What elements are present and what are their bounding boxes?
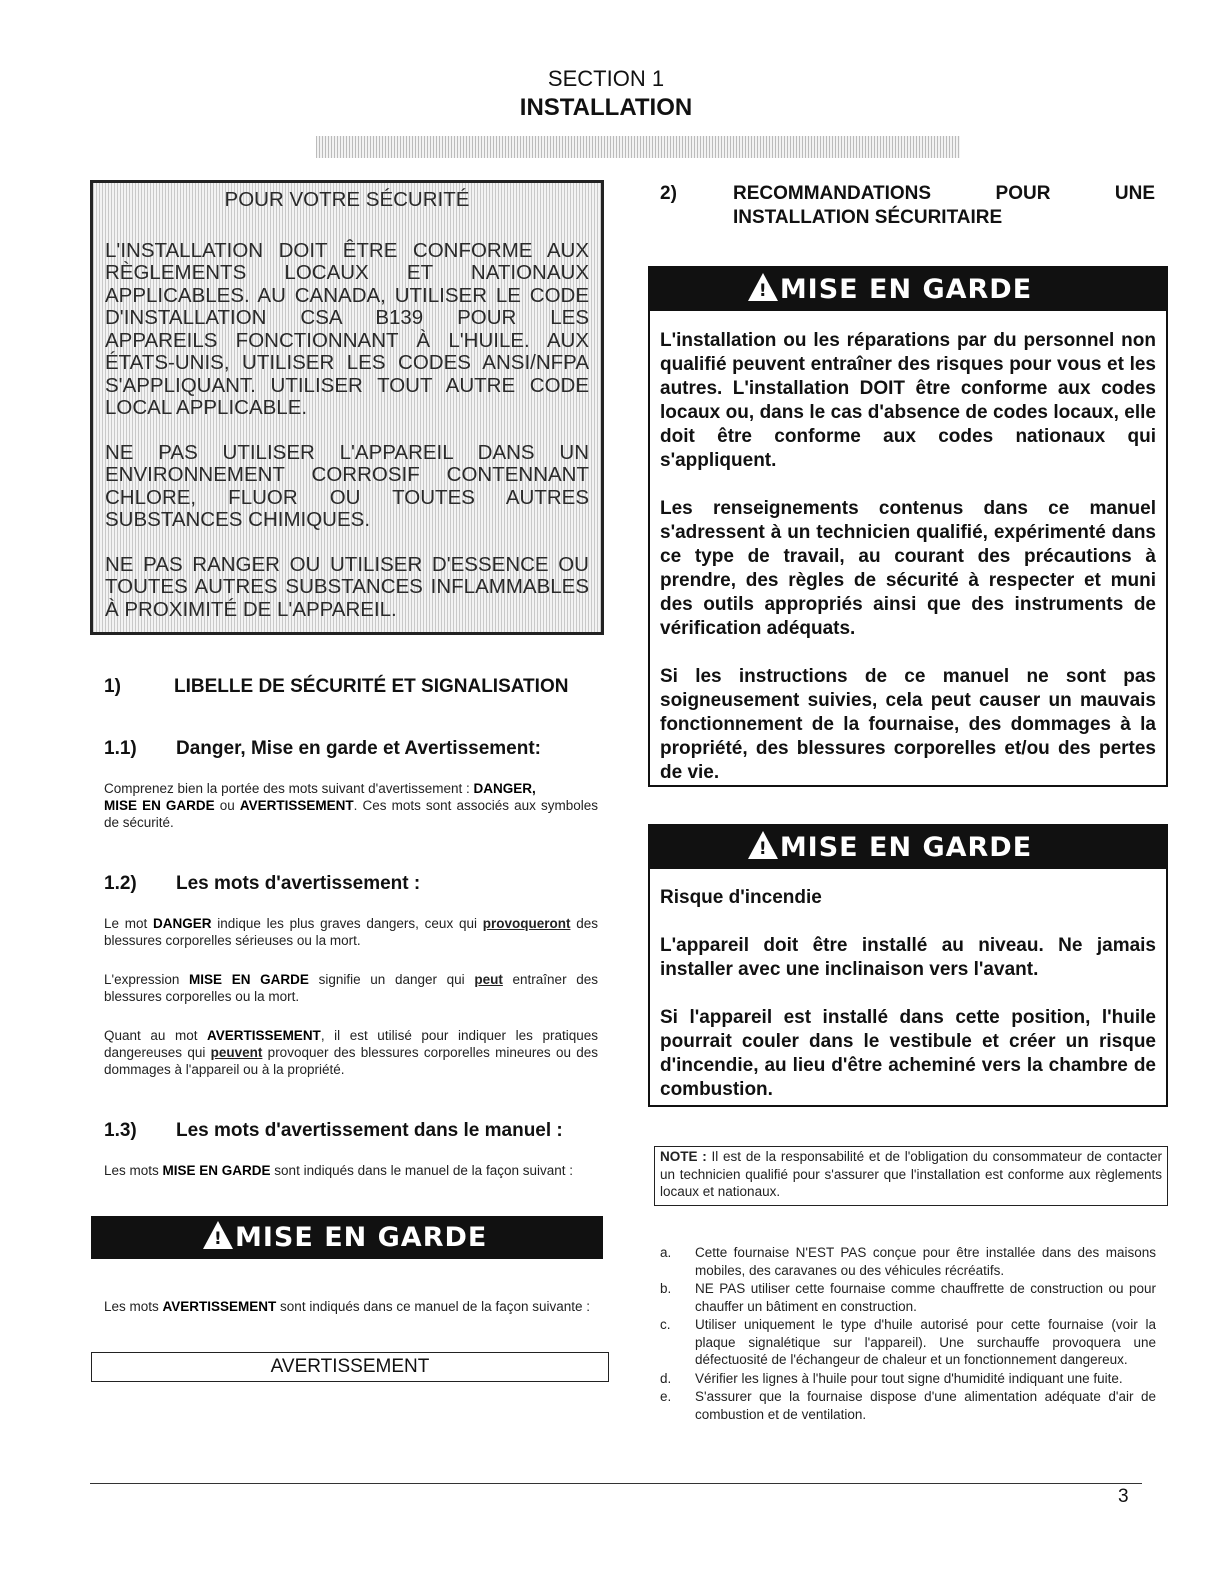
keyword: MISE EN GARDE — [162, 1163, 271, 1178]
list-letter: c. — [660, 1317, 671, 1332]
section-1-3-paragraph-1 — [104, 1162, 598, 1179]
section-number: SECTION 1 — [547, 66, 665, 91]
mise-en-garde-banner — [650, 268, 1166, 311]
warning-triangle-icon: ! — [748, 273, 778, 301]
safety-paragraph-flammable: NE PAS RANGER OU UTILISER D'ESSENCE OU TOUTES AUTRES SUBSTANCES INFLAMMABLES À PROXIMITÉ DE L'APPAREIL. — [105, 552, 589, 621]
section-1-1-title: Danger, Mise en garde et Avertissement: — [176, 738, 541, 759]
section-2-heading — [660, 182, 1155, 230]
safety-notice-box — [90, 180, 604, 635]
text: Le mot — [104, 916, 154, 931]
section-1-3-title: Les mots d'avertissement dans le manuel : — [176, 1120, 563, 1141]
warning-paragraph-1: L'installation ou les réparations par du personnel non qualifié peuvent entraîner des risques pour vous et les autres. L'installation DOIT être conforme aux codes locaux ou, dans le cas d'absence de codes locaux, elle doit être conforme aux codes nationaux qui s'appliquent. — [660, 330, 1156, 471]
section-divider-bar — [316, 136, 960, 158]
keyword-mise-en-garde: MISE EN GARDE — [104, 798, 215, 813]
warning-triangle-icon: ! — [748, 831, 778, 859]
keyword: AVERTISSEMENT — [162, 1299, 277, 1314]
section-1-3-number: 1.3) — [104, 1120, 137, 1141]
banner-label: MISE EN GARDE — [779, 274, 1033, 305]
list-letter: e. — [660, 1389, 672, 1404]
safety-box-title: POUR VOTRE SÉCURITÉ — [224, 188, 470, 211]
section-title: INSTALLATION — [519, 94, 693, 121]
section-1-2-heading — [104, 873, 604, 895]
list-letter: d. — [660, 1370, 672, 1386]
emphasis: peuvent — [210, 1045, 263, 1060]
footer-rule — [90, 1483, 1142, 1484]
warning-subtitle: Risque d'incendie — [660, 887, 822, 908]
list-text: Vérifier les lignes à l'huile pour tout signe d'humidité indiquant une fuite. — [695, 1370, 1123, 1386]
text: Les mots — [104, 1163, 163, 1178]
emphasis: peut — [474, 972, 503, 987]
list-text: Utiliser uniquement le type d'huile autorisé pour cette fournaise (voir la plaque signalétique sur l'appareil). Une surchauffe provoquera une défectuosité de l'échangeur de chaleur et un fonctionnement dangereux. — [695, 1317, 1156, 1367]
section-2-title: RECOMMANDATIONS POUR UNE INSTALLATION SÉCURITAIRE — [733, 183, 1155, 228]
mise-en-garde-box-qualified — [648, 266, 1168, 787]
text: , il est utilisé pour indiquer les pratiques dangereuses qui — [104, 1028, 598, 1060]
keyword: MISE EN GARDE — [189, 972, 309, 987]
section-1-2-number: 1.2) — [104, 873, 137, 894]
warning-paragraph-3: Si les instructions de ce manuel ne sont pas soigneusement suivies, cela peut causer un mauvais fonctionnement de la fournaise, des dommages à la propriété, des blessures corporelles et/ou des pertes de vie. — [660, 666, 1156, 783]
keyword: AVERTISSEMENT — [207, 1028, 321, 1043]
recommendations-list — [660, 1244, 1156, 1424]
avertissement-box-example: AVERTISSEMENT — [91, 1352, 609, 1382]
text: Quant au mot — [104, 1028, 208, 1043]
mise-en-garde-box-fire-risk — [648, 824, 1168, 1107]
section-1-1-number: 1.1) — [104, 738, 137, 759]
text: Comprenez bien la portée des mots suivant d'avertissement : — [104, 781, 474, 796]
keyword-danger: DANGER, — [473, 781, 536, 796]
list-item — [660, 1244, 1156, 1279]
banner-label: MISE EN GARDE — [779, 832, 1033, 863]
safety-paragraph-corrosive: NE PAS UTILISER L'APPAREIL DANS UN ENVIRONNEMENT CORROSIF CONTENNANT CHLORE, FLUOR OU TOUTES AUTRES SUBSTANCES CHIMIQUES. — [105, 440, 589, 531]
text: indique les plus graves dangers, ceux qui — [211, 916, 483, 931]
section-1-heading — [104, 676, 604, 698]
section-1-1-paragraph — [104, 780, 598, 831]
safety-paragraph-codes: L'INSTALLATION DOIT ÊTRE CONFORME AUX RÈGLEMENTS LOCAUX ET NATIONAUX APPLICABLES. AU CANADA, UTILISER LE CODE D'INSTALLATION CSA B139 POUR LES APPAREILS FONCTIONNANT À L'HUILE. AUX ÉTATS-UNIS, UTILISER LES CODES ANSI/NFPA S'APPLIQUANT. UTILISER TOUT AUTRE CODE LOCAL APPLICABLE. — [105, 238, 589, 419]
warning-content — [650, 311, 1166, 785]
section-1-3-heading — [104, 1120, 604, 1142]
section-1-3-paragraph-2 — [104, 1298, 598, 1315]
list-text: S'assurer que la fournaise dispose d'une alimentation adéquate d'air de combustion et de ventilation. — [695, 1389, 1156, 1422]
warning-paragraph-2: Si l'appareil est installé dans cette position, l'huile pourrait couler dans le vestibule et créer un risque d'incendie, au lieu d'être acheminé vers la chambre de combustion. — [660, 1007, 1156, 1100]
mise-en-garde-banner — [650, 826, 1166, 869]
text: L'expression — [104, 972, 190, 987]
mise-en-garde-definition — [104, 971, 598, 1005]
section-1-1-heading — [104, 738, 604, 760]
section-2-number: 2) — [660, 183, 677, 204]
section-1-title: LIBELLE DE SÉCURITÉ ET SIGNALISATION — [174, 676, 569, 697]
avertissement-definition — [104, 1027, 598, 1078]
section-1-number: 1) — [104, 676, 121, 697]
text: provoquer des blessures corporelles mineures ou des dommages à l'appareil ou à la propriété. — [104, 1045, 598, 1077]
text: Les mots — [104, 1299, 163, 1314]
warning-paragraph-2: Les renseignements contenus dans ce manuel s'adressent à un technicien qualifié, expérimenté dans ce type de travail, au courant des précautions à prendre, des règles de sécurité à respecter et muni des outils appropriés ainsi que des instruments de vérification adéquats. — [660, 498, 1156, 639]
danger-definition — [104, 915, 598, 949]
note-box — [654, 1146, 1168, 1206]
warning-triangle-icon: ! — [203, 1221, 233, 1249]
warning-content — [650, 869, 1166, 1102]
banner-label: MISE EN GARDE — [235, 1222, 488, 1253]
text: ou — [214, 798, 240, 813]
list-letter: b. — [660, 1281, 672, 1296]
mise-en-garde-banner-example — [91, 1216, 603, 1259]
warning-paragraph-1: L'appareil doit être installé au niveau. Ne jamais installer avec une inclinaison vers l'avant. — [660, 935, 1156, 980]
keyword: DANGER — [153, 916, 212, 931]
page-number: 3 — [1118, 1486, 1129, 1507]
emphasis: provoqueront — [482, 916, 571, 931]
text: sont indiqués dans le manuel de la façon suivant : — [270, 1163, 573, 1178]
list-item — [660, 1280, 1156, 1315]
list-text: NE PAS utiliser cette fournaise comme chauffrette de construction ou pour chauffer un bâtiment en construction. — [695, 1281, 1156, 1314]
text: . Ces mots sont associés aux symboles de sécurité. — [104, 798, 598, 830]
keyword-avertissement: AVERTISSEMENT — [239, 798, 354, 813]
text: entraîner des blessures corporelles ou la mort. — [104, 972, 599, 1004]
list-item — [660, 1316, 1156, 1369]
text: signifie un danger qui — [308, 972, 475, 987]
section-1-2-title: Les mots d'avertissement : — [176, 873, 421, 894]
text: des blessures corporelles sérieuses ou la mort. — [104, 916, 598, 948]
list-letter: a. — [660, 1245, 672, 1260]
list-item — [660, 1370, 1156, 1388]
list-item — [660, 1388, 1156, 1423]
note-label: NOTE : — [660, 1149, 707, 1164]
text: sont indiqués dans ce manuel de la façon suivante : — [276, 1299, 591, 1314]
note-text: Il est de la responsabilité et de l'obligation du consommateur de contacter un technicien qualifié pour s'assurer que l'installation est conforme aux règlements locaux et nationaux. — [660, 1149, 1162, 1199]
list-text: Cette fournaise N'EST PAS conçue pour être installée dans des maisons mobiles, des caravanes ou des véhicules récréatifs. — [695, 1245, 1156, 1278]
